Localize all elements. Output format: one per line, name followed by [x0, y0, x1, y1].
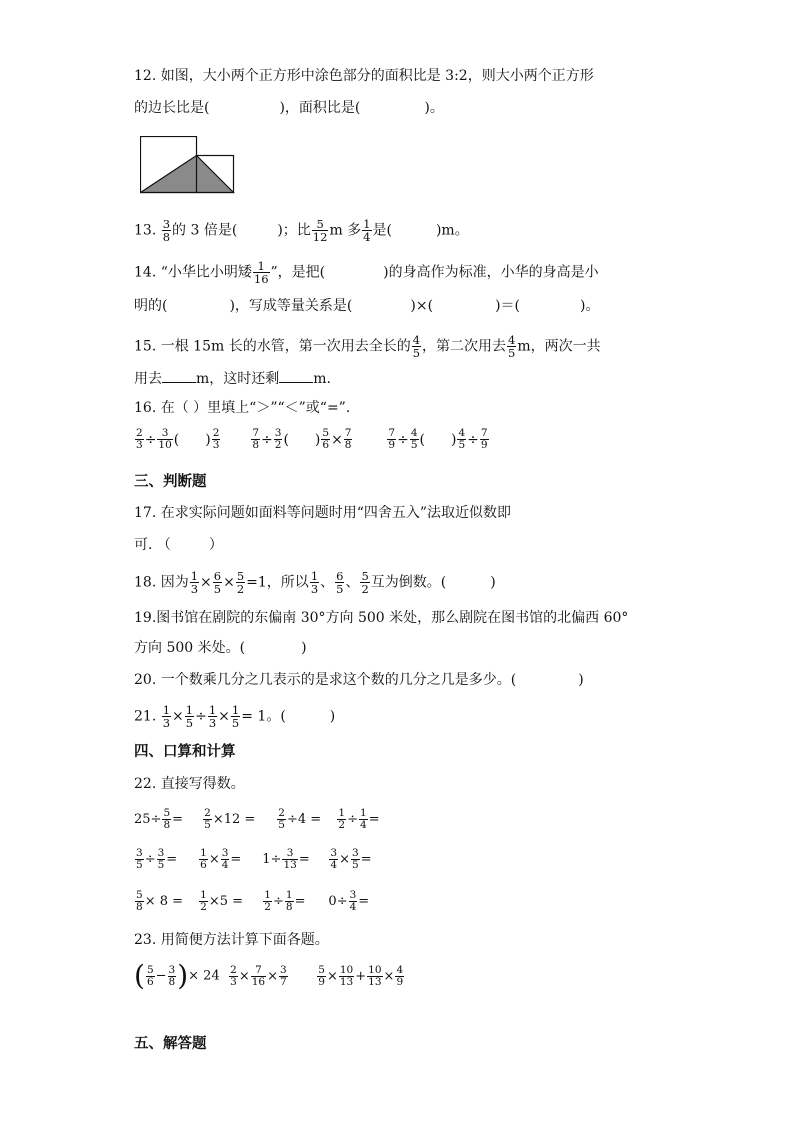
q20-text1b: ) [578, 672, 584, 688]
q13-fraction-1: $\frac{3}{8}$ [162, 217, 171, 244]
q23-title [134, 930, 329, 950]
section-5-text: 五、解答题 [134, 1036, 207, 1052]
q22-row-3: $\frac{5}{8}$ × 8 = $\frac{1}{2}$ ×5 = $\frac{1}{2}$ ÷ $\frac{1}{8}$ = 0÷ $\frac{3}{4}$ = [136, 889, 370, 913]
q14-text7: )＝( [495, 298, 520, 314]
q13-text5: )m。 [435, 222, 469, 239]
q22-title [134, 774, 245, 794]
q15-fraction-1: $\frac{4}{5}$ [412, 333, 421, 360]
q15-text6: m. [313, 371, 332, 387]
q19-line1 [134, 608, 628, 628]
q14-fraction: $\frac{1}{16}$ [253, 259, 269, 286]
q12-line1 [134, 66, 594, 86]
q17-text2: 可. （ [134, 537, 171, 553]
q18-text2: =1，所以 [246, 574, 309, 591]
q19-text1: 19.图书馆在剧院的东偏南 30°方向 500 米处，那么剧院在图书馆的北偏西 60° [134, 610, 629, 626]
q16-item-3: $\frac{7}{9}$ ÷ $\frac{4}{5}$ ( ) $\frac{4}{5}$ ÷ $\frac{7}{9}$ [388, 427, 488, 451]
q18-text1: 18. 因为 [134, 574, 189, 591]
q18-line: 18. 因为 $\frac{1}{3}$ × $\frac{6}{5}$ × $\frac{5}{2}$ =1，所以 $\frac{1}{3}$ 、 $\frac{6}{5}$ 、 $\frac{5}{2}$ 互为倒数。( ) [134, 569, 496, 596]
q16-title-text: 16. 在（ ）里填上“＞”“＜”或“=”. [134, 400, 351, 416]
q21-line: 21. $\frac{1}{3}$ × $\frac{1}{5}$ ÷ $\frac{1}{3}$ × $\frac{1}{5}$ = 1。( ) [134, 703, 336, 730]
q16-item-1: $\frac{2}{3}$ ÷ $\frac{3}{10}$ ( ) $\frac{2}{3}$ [136, 427, 220, 451]
q19-text2b: ) [301, 640, 307, 656]
q20-text1: 20. 一个数乘几分之几表示的是求这个数的几分之几是多少。( [134, 672, 517, 688]
q23-expressions: ( $\frac{5}{6}$ − $\frac{3}{8}$ )× 24 $\frac{2}{3}$ × $\frac{7}{16}$ × $\frac{3}{7}$ $\frac{5}{9}$ × $\frac{10}{13}$ + $\frac{10}{13}$ × $\frac{4}{9}$ [134, 959, 404, 992]
q17-line2 [134, 535, 223, 555]
q13-text1: 的 3 倍是( [172, 222, 238, 239]
q14-line1 [134, 260, 599, 285]
q20-line [134, 670, 584, 690]
section-3-text: 三、判断题 [134, 474, 207, 490]
section-4-text: 四、口算和计算 [134, 744, 236, 760]
q19-line2 [134, 638, 307, 658]
q18-text3: 互为倒数。( [370, 574, 447, 591]
q15-text5: m，这时还剩 [196, 371, 280, 387]
q12-text1: 12. 如图，大小两个正方形中涂色部分的面积比是 3:2，则大小两个正方形 [134, 68, 594, 84]
q15-line2 [134, 369, 331, 389]
q13-fraction-2: $\frac{5}{12}$ [312, 217, 328, 244]
section-3-heading [134, 472, 207, 492]
q16-title [134, 398, 350, 418]
q12-text2c: )。 [424, 100, 444, 116]
q21-text2: ) [329, 708, 336, 725]
q15-line1 [134, 334, 601, 359]
q13-number: 13. [134, 222, 157, 239]
q22-row-2: $\frac{3}{5}$ ÷ $\frac{3}{5}$ = $\frac{1}{6}$ × $\frac{3}{4}$ = 1÷ $\frac{3}{13}$ = $\frac{3}{4}$ × $\frac{3}{5}$ = [136, 847, 372, 871]
q14-line2 [134, 296, 599, 316]
q13-text3: m 多 [329, 222, 362, 239]
q15-text2: ，第二次用去 [422, 338, 507, 355]
q21-number: 21. [134, 708, 157, 725]
q15-text1: 15. 一根 15m 长的水管，第一次用去全长的 [134, 338, 411, 355]
q12-squares-diagram [140, 136, 236, 196]
q18-text4: ) [490, 574, 496, 591]
q15-text4: 用去 [134, 371, 162, 387]
q21-text1: = 1。( [241, 708, 286, 725]
q13-line [134, 218, 469, 243]
q14-text3: )的身高作为标准，小华的身高是小 [383, 264, 599, 281]
q17-text1: 17. 在求实际问题如面料等问题时用“四舍五入”法取近似数即 [134, 505, 512, 521]
q17-line1 [134, 503, 511, 523]
q13-fraction-3: $\frac{1}{4}$ [363, 217, 371, 244]
q15-fraction-2: $\frac{4}{5}$ [508, 333, 516, 360]
q14-text5: )，写成等量关系是( [229, 298, 353, 314]
q14-text2: ”，是把( [270, 264, 326, 281]
q17-text2b: ） [208, 537, 223, 553]
section-5-heading [134, 1034, 207, 1054]
q22-title-text: 22. 直接写得数。 [134, 776, 245, 792]
q14-text1: 14. “小华比小明矮 [134, 264, 252, 281]
q13-text2: )；比 [277, 222, 311, 239]
q15-blank-2[interactable] [279, 370, 313, 383]
q23-title-text: 23. 用简便方法计算下面各题。 [134, 932, 329, 948]
q16-items [134, 428, 490, 451]
q13-text4: 是( [372, 222, 392, 239]
q15-blank-1[interactable] [162, 370, 196, 383]
q19-text2: 方向 500 米处。( [134, 640, 246, 656]
section-4-heading [134, 742, 236, 762]
q14-text8: )。 [580, 298, 600, 314]
q14-text4: 明的( [134, 298, 168, 314]
q12-line2 [134, 98, 444, 118]
q12-text2a: 的边长比是( [134, 100, 210, 116]
q12-text2b: )，面积比是( [279, 100, 361, 116]
q22-row-1: 25÷ $\frac{5}{8}$ = $\frac{2}{5}$ ×12 = $\frac{2}{5}$ ÷4 = $\frac{1}{2}$ ÷ $\frac{1}{4}$ = [134, 807, 380, 831]
q15-text3: m，两次一共 [517, 338, 601, 355]
q16-item-2: $\frac{7}{8}$ ÷ $\frac{3}{2}$ ( ) $\frac{5}{6}$ × $\frac{7}{8}$ [252, 427, 352, 451]
q14-text6: )×( [410, 298, 434, 314]
